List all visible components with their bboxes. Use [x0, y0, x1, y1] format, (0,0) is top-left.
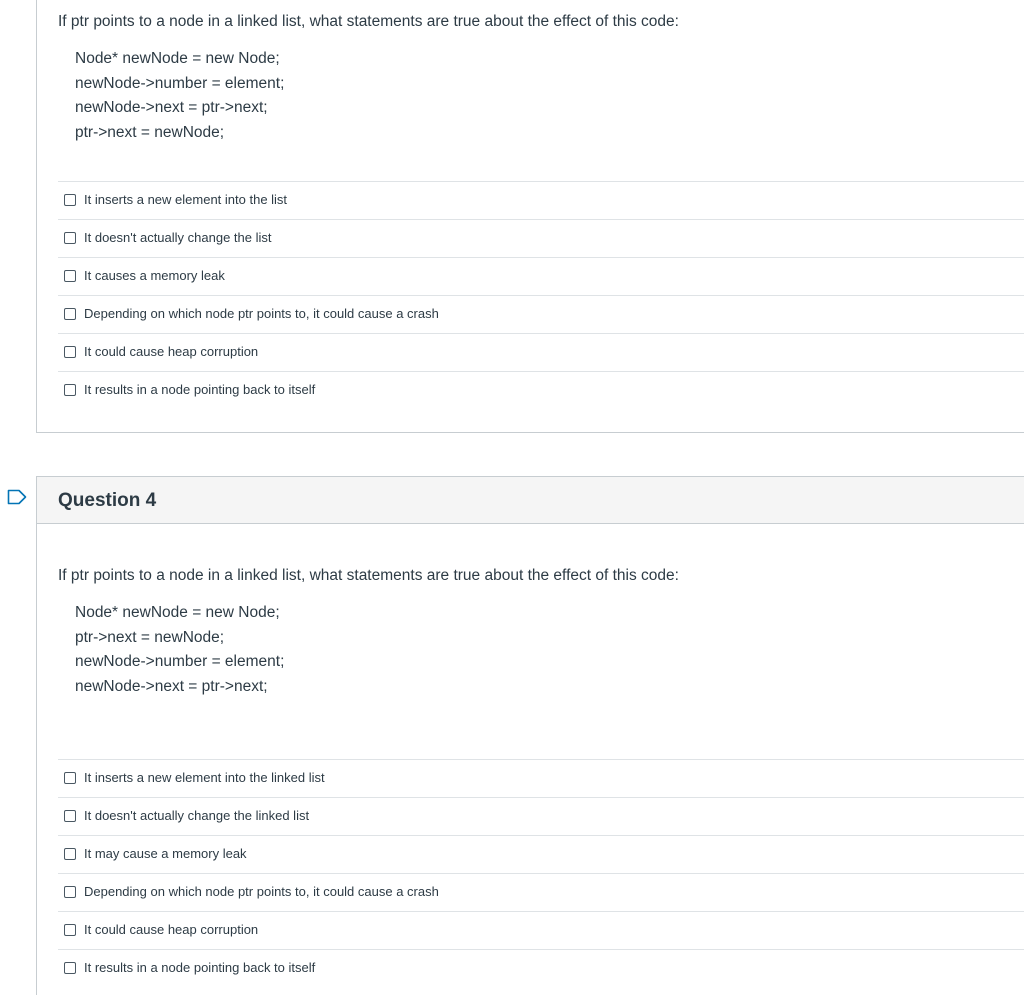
- answer-checkbox[interactable]: [64, 308, 76, 320]
- question-title: Question 4: [58, 490, 157, 511]
- answer-checkbox[interactable]: [64, 886, 76, 898]
- question-4-answers: [58, 759, 1024, 987]
- question-4-header: [37, 477, 1024, 524]
- answer-label[interactable]: It could cause heap corruption: [84, 344, 259, 359]
- answer-checkbox[interactable]: [64, 924, 76, 936]
- code-line: ptr->next = newNode;: [75, 123, 225, 141]
- answer-label[interactable]: Depending on which node ptr points to, it could cause a crash: [84, 884, 439, 899]
- answer-label[interactable]: It doesn't actually change the list: [84, 230, 272, 245]
- answer-checkbox[interactable]: [64, 848, 76, 860]
- answer-label[interactable]: It could cause heap corruption: [84, 922, 259, 937]
- answer-label[interactable]: It results in a node pointing back to itself: [84, 960, 316, 975]
- question-4-code: [75, 601, 284, 699]
- answer-checkbox[interactable]: [64, 194, 76, 206]
- code-line: ptr->next = newNode;: [75, 628, 225, 646]
- answer-label[interactable]: It inserts a new element into the linked list: [84, 770, 325, 785]
- answer-option[interactable]: [58, 797, 1024, 835]
- answer-option[interactable]: [58, 219, 1024, 257]
- question-3-card: [36, 0, 1024, 433]
- answer-option[interactable]: [58, 333, 1024, 371]
- answer-checkbox[interactable]: [64, 772, 76, 784]
- answer-option[interactable]: [58, 949, 1024, 987]
- question-3-prompt: If ptr points to a node in a linked list, what statements are true about the effect of this code:: [58, 13, 679, 30]
- code-line: newNode->number = element;: [75, 74, 285, 92]
- bookmark-flag-icon[interactable]: [7, 489, 27, 505]
- question-4-prompt: If ptr points to a node in a linked list, what statements are true about the effect of this code:: [58, 567, 679, 584]
- answer-label[interactable]: It results in a node pointing back to itself: [84, 382, 316, 397]
- answer-option[interactable]: [58, 835, 1024, 873]
- answer-option[interactable]: [58, 295, 1024, 333]
- answer-checkbox[interactable]: [64, 270, 76, 282]
- code-line: newNode->next = ptr->next;: [75, 99, 268, 116]
- question-3-answers: [58, 181, 1024, 409]
- answer-label[interactable]: It may cause a memory leak: [84, 846, 247, 861]
- code-line: newNode->number = element;: [75, 653, 285, 670]
- code-line: Node* newNode = new Node;: [75, 50, 280, 67]
- code-line: newNode->next = ptr->next;: [75, 677, 268, 695]
- answer-label[interactable]: Depending on which node ptr points to, it could cause a crash: [84, 306, 439, 321]
- question-4-card: [36, 476, 1024, 995]
- answer-checkbox[interactable]: [64, 384, 76, 396]
- answer-label[interactable]: It inserts a new element into the list: [84, 192, 288, 207]
- answer-option[interactable]: [58, 759, 1024, 797]
- answer-checkbox[interactable]: [64, 346, 76, 358]
- answer-option[interactable]: [58, 257, 1024, 295]
- code-line: Node* newNode = new Node;: [75, 604, 280, 621]
- answer-option[interactable]: [58, 873, 1024, 911]
- answer-option[interactable]: [58, 371, 1024, 409]
- answer-label[interactable]: It doesn't actually change the linked list: [84, 808, 310, 823]
- question-3-code: [75, 47, 284, 145]
- answer-option[interactable]: [58, 181, 1024, 219]
- answer-option[interactable]: [58, 911, 1024, 949]
- answer-label[interactable]: It causes a memory leak: [84, 268, 225, 283]
- answer-checkbox[interactable]: [64, 962, 76, 974]
- answer-checkbox[interactable]: [64, 810, 76, 822]
- answer-checkbox[interactable]: [64, 232, 76, 244]
